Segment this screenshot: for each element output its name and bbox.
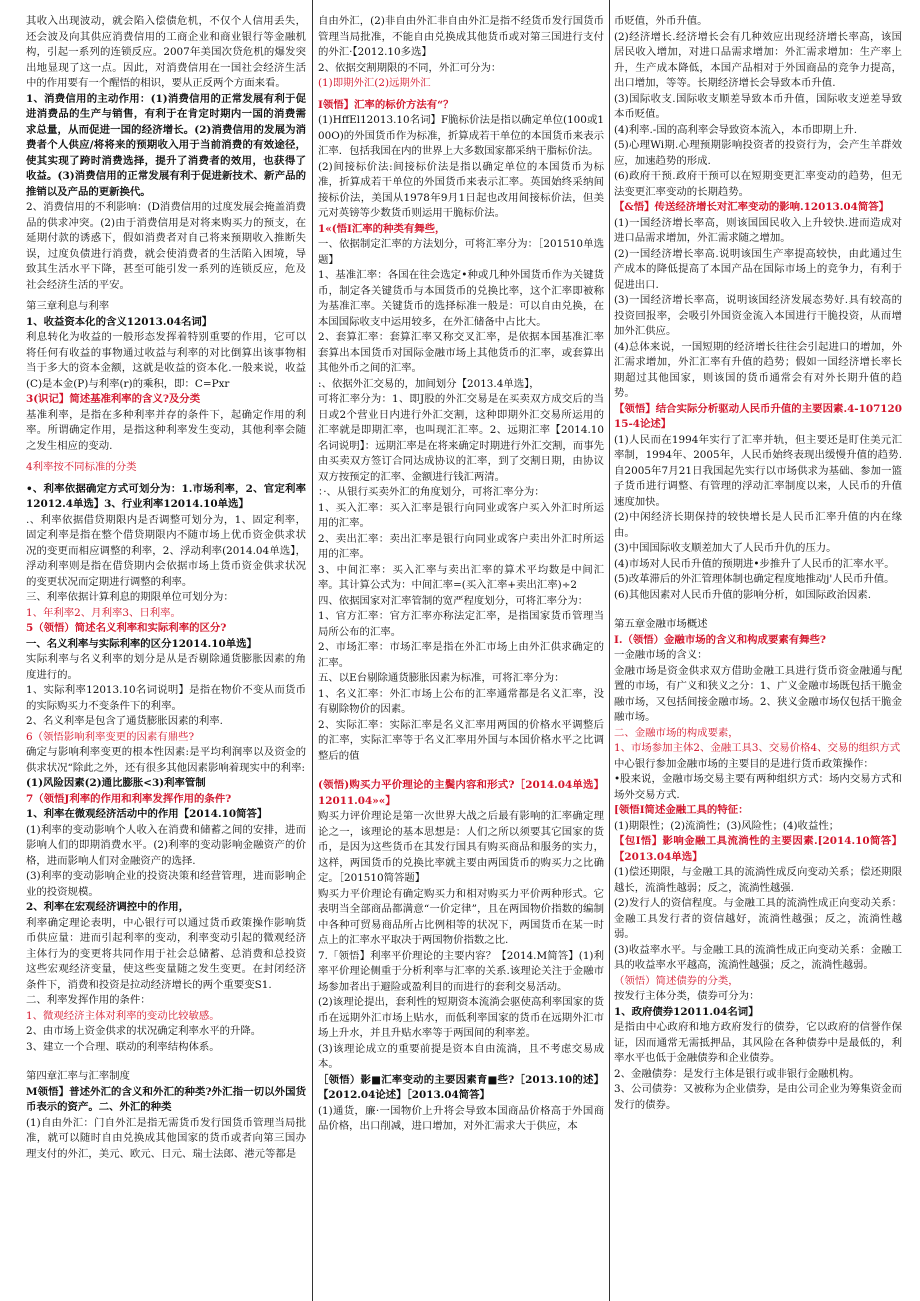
paragraph: (6)其他因素对人民币升值的影响分析，如国际政治因素.: [614, 588, 872, 601]
paragraph: 1、基准汇率：各国在往会选定•种或几种外国货币作为关键货币，制定各关键货币与本国货币的兑换比率，这个汇率即被称为基准汇率。关键货币的选择标准一般是：可以自由兑换，在本国国际收支中运用较多，在外汇储备中占比大。: [318, 269, 604, 328]
paragraph: 其收入出现波动，就会陷入偿债危机，不仅个人信用丢失，还会波及向其供应消费信用的工商企业和商业银行等金融机构，引起一系列的连锁反应。2007年美国次贷危机的爆发突出地显现了这一点。因此，对消费信用在一国社会经济生活中的作用要有一个醒悟的相识，要从正反两个方面来看。: [26, 15, 306, 89]
question-heading: 1«(悟I汇率的种类有舞些，: [318, 222, 446, 235]
paragraph: :、依据外汇交易的，加间划分【2013.4单选】，: [318, 377, 540, 390]
list-item: 1、市场参加主体2、金融工具3、交易价格4、交易的组织方式: [614, 742, 901, 754]
paragraph: (2)间接标价法:间接标价法是指以确定单位的本国货币为标准，折算成若干单位的外国货币来表示汇率。英国始终采纳间接标价法，美国从1978年9月1日起也改用间接标价法，但美元对英镑等少数货币则运用干脆标价法。: [318, 160, 604, 219]
paragraph: •股来说，金融市场交易主要有两种组织方式：场内交易方式和场外交易方式.: [614, 773, 902, 801]
paragraph: 2、消费信用的不利影响：(D消费信用的过度发展会掩盖消费品的供求冲突。(2)由于消费信用是对将来购买力的预支，在延期付款的诱惑下，假如消费者对自己将来预期收入推断失误，过度负债进行消费，就会使消费者的生活陷入困境，导致其生活水平下降，甚至可能引发一系列的连锁反应，危及社会经济生活的平安。: [26, 201, 306, 291]
paragraph: (1)通货，廉·一国物价上升将会导致本国商品价格高于外国商品价格，出口削减，进口增加，对外汇需求大于供应，本: [318, 1104, 604, 1132]
paragraph: 1、消费信用的主动作用：(1)消费信用的正常发展有利于促进消费品的生产与销售，有利于在肯定时期内一国的消费需求总量，从而促进一国的经济增长。(2)消费信用的发展为消费者个人供应/将将来的预期收入用于当前消费的有效途径，使其实现了跨时消费选择，提升了消费者的效用，也获得了收益。(3)消费信用的正常发展有利于促进新技术、新产品的推销以及产品的更新换代。: [26, 92, 306, 198]
paragraph: 2、实际汇率：实际汇率是名义汇率用两国的价格水平调整后的汇率，实际汇率等于名义汇率用外国与本国价格水平之比调整后的值: [318, 718, 604, 762]
paragraph: (3)国际收支.国际收支顺差导致本币升值，国际收支逆差导致本币贬值。: [614, 92, 902, 120]
paragraph: 1、买入汇率：买入汇率是银行向同业或客户买入外汇时所运用的汇率。: [318, 501, 604, 529]
list-item: 3、建立一个合理、联动的利率结构体系。: [26, 1040, 220, 1053]
paragraph: (4)总体来说，一国短期的经济增长往往会引起进口的增加，外汇需求增加，外汇汇率有升值的趋势；假如一国经济增长率长期超过其他国家，则该国的货币通常会有对外长期升值的趋势。: [614, 340, 902, 399]
paragraph: (3)该理论成立的重要前提是资本自由流淌，且不考虑交易成本。: [318, 1042, 604, 1070]
paragraph: 2、套算汇率：套算汇率又称交叉汇率，是依据本国基准汇率套算出本国货币对国际金融市场上其他货币的汇率，或套算出其他外币之间的汇率。: [318, 331, 604, 374]
paragraph: 可将汇率分为：1、即J股的外汇交易是在买卖双方成交后的当日或2个营业日内进行外汇交割，这种即期外汇交易所运用的汇率就是即期汇率，也叫现汇汇率。2、远期汇率【2014.10名词说明】：远期汇率是在将来确定时期进行外汇交割，而事先由买卖双方签订合同达成协议的汇率，到了交割日期，由协议双方按预定的汇率、金额进行钱汇两清。: [318, 393, 604, 483]
question-heading: 5（领悟）简述名义利率和实际利率的区分?: [26, 622, 227, 634]
paragraph: (2)中闲经济长期保持的较快增长是人民币汇率升值的内在缘由。: [614, 511, 902, 539]
paragraph: 实际利率与名义利率的划分是从是否剔除通货膨胀因素的角度进行的。: [26, 653, 306, 681]
chapter-heading: 第四章汇率与汇率制度: [26, 1070, 130, 1082]
list-item: (1)期限性；(2)流淌性；(3)风险性；(4)收益性；: [614, 819, 840, 832]
paragraph: (2)经济增长.经济增长会有几种效应出现经济增长率高，该国居民收入增加，对进口品需求增加：外汇需求增加：生产率上升，生产成本降低，本国产品相对于外国商品的竞争力提高，出口增加，等等。长期经济增长会导致本币升值.: [614, 30, 902, 89]
paragraph: 四、依据国家对汇率管制的宽严程度划分，可将汇率分为：: [318, 594, 589, 607]
section-heading: 1、利率在微观经济活动中的作用【2014.10简答】: [26, 808, 268, 820]
paragraph: (1)HffEl12013.10名词】F脆标价法是指以确定单位(100或100O)的外国货币作为标准，折算成若干单位的本国货币来表示汇率．包括我国在内的世界上大多数国家都采纳干脂标价法。: [318, 114, 604, 157]
section-heading: 二、金融市场的构成要素，: [614, 726, 739, 739]
paragraph: 购买力平价理论有确定购买力和相对购买力平价两种形式。它表明当全部商品都满意“一价定律”，且在两国物价指数的编制中各种可贸易商品所占比例相等的状况下，两国货币在某一时点上的汇率水平取决于两国物价指数之比.: [318, 887, 604, 946]
paragraph: 五、以E台剔除通货膨胀因素为标准，可将汇率分为：: [318, 672, 565, 684]
paragraph: (3)利率的变动影响企业的投资决策和经营管理，进而影响企业的投资规模。: [26, 870, 306, 898]
question-heading: ［领悟）影■汇率变动的主要因素育■些?［2013.10的述】【2012.04论述】［2013.04简答】: [318, 1073, 604, 1101]
paragraph: 2、依据交割期限的不同，外汇可分为：: [318, 61, 502, 74]
paragraph: 1、实际利率12013.10名词说明】是指在物价不变从而货币的实际购买力不变条件下的利率。: [26, 684, 306, 712]
list-item: 1、微观经济主体对利率的变动比较敏感。: [26, 1009, 220, 1022]
section-heading: 一、名义利率与实际利率的区分12014.10单选】: [26, 637, 257, 650]
chapter-heading: 第五章金融市场概述: [614, 618, 708, 630]
paragraph: (3)中国国际收支顺差加大了人民币升仇的压力。: [614, 542, 837, 554]
paragraph: 2、卖出汇率：卖出汇率是银行向同业或客户卖出外汇时所运用的汇率。: [318, 532, 604, 560]
question-heading: 【领悟】结合实际分析驱动人民币升值的主要因素.4-10712015-4论述】: [614, 402, 902, 430]
paragraph: (3)收益率水平。与金融工具的流淌性成正向变动关系：金融工具的收益率水平越高，流淌性越强；反之，流淌性越弱。: [614, 943, 902, 971]
paragraph: (6)政府干预.政府干预可以在短期变更汇率变动的趋势，但无法变更汇率变动的长期趋势。: [614, 170, 902, 198]
paragraph: 是指由中心政府和地方政府发行的债券，它以政府的信誉作保证，因而通常无需抵押品，其风险在各种债券中是最低的，利率水平也低于金融债券和企业债券。: [614, 1021, 902, 1064]
paragraph: 利息转化为收益的一般形态发挥着特别重要的作用，它可以将任何有收益的事物通过收益与利率的对比倒算出该事物相当于多大的资本金额，这就是收益的资本化.一般来说，收益(C)是本金(P)与利率(r)的乘积，即：C=Pxr: [26, 331, 306, 390]
question-heading: 4利率按不同标准的分类: [26, 461, 137, 473]
paragraph: (2)发行人的资信程度。与金融工具的流淌性成正向变动关系：金融工具发行者的资信越好，流淌性越强；反之，流淌性越弱。: [614, 897, 902, 940]
paragraph: .、利率依据借贷期限内是否调整可划分为，1、固定利率，固定利率是指在整个借贷期限内不随市场上优币资金供求状况的变更而相应调整的利率，2、浮动利率(2014.04单选】，浮动利率则是指在借贷期内会依据市场上货币资金供求状况的变更状况而定期进行调整的利率。: [26, 513, 306, 588]
section-heading: 1、收益资本化的含义12013.04名词】: [26, 315, 213, 328]
paragraph: (2)一国经济增长率高.说明该国生产率提高较快，由此通过生产成本的降低提高了本国产品在国际市场上的竞争力，有利于促进出口.: [614, 247, 902, 291]
section-heading: 2、利率在宏观经济调控中的作用，: [26, 901, 190, 913]
column-3: [614, 14, 902, 1113]
paragraph: (1)人民而在1994年实行了汇率并轨，但主要还是盯住美元汇率制，1994年、2005年，人民币始终表现出缓慢升值的趋势.自2005年7月21日我国起先实行以市场供求为基础、参加一篮子货币进行调整、有管理的浮动汇率制度以来，人民币的升值速度加快。: [614, 433, 902, 508]
paragraph: 币贬值，外币升值。: [614, 15, 708, 27]
paragraph: 1、官方汇率：官方汇率亦称法定汇率，是指国家货币管理当局所公布的汇率。: [318, 610, 604, 638]
paragraph: 利率确定理论表明，中心银行可以通过货币政策操作影响货币供应量：进而引起利率的变动，利率变动引起的微观经济主体行为的变更将共同作用于社会总储蓄、总消费和总投资这些宏观经济变量，使这些变量随之发生变更。在封闭经济条件下，消费和投资是拉动经济增长的两个重要变S1.: [26, 916, 306, 991]
question-heading: 【包I悟】影响金融工具流淌性的主要因素.[2014.10简答】【2013.04单选】: [614, 835, 902, 863]
question-heading: 【&悟】传送经济增长对汇率变动的影响.12013.04简答】: [614, 201, 890, 213]
paragraph: 3、中间汇率：买入汇率与卖出汇率的算术平均数是中间汇率。其计算公式为：中间汇率=(买入汇率+卖出汇率)÷2: [318, 563, 604, 591]
paragraph: 三、利率依据计算利息的期限单位可划分为：: [26, 591, 234, 603]
paragraph: 中心银行参加金融市场的主要目的是进行货币政策操作：: [614, 757, 874, 770]
paragraph: 1、年利率2、月利率3、日利率。: [26, 606, 181, 619]
question-heading: 7.「领悟】利率平价理论的主要内容？【2014.M简答】(1)利率平价理论侧重于分析利率与汇率的关系.该理论关注于金融市场参加者出于避险或盈利目的而进行的套利交易活动。: [318, 949, 604, 993]
question-heading: I.（领悟）金融市场的含义和构成要素有舞些?: [614, 633, 826, 646]
paragraph: (1)即期外汇(2)远期外汇: [318, 77, 431, 89]
paragraph: 按发行主体分类，债券可分为：: [614, 990, 760, 1002]
paragraph: (2)该理论提出，套利性的短期资本流淌会驱使高利率国家的货币在远期外汇市场上贴水，而低利率国家的货币在远期外汇市场上升水，并且升贴水率等于两国间的利率差。: [318, 996, 604, 1039]
paragraph: 自由外汇，(2)非自由外汇非自由外汇是指不经货币发行国货币管理当局批准，不能自由兑换成其他货币或对第三国进行支付的外汇·【2012.10多选】: [318, 15, 604, 58]
paragraph: 基准利率，是指在多种利率并存的条件下，起确定作用的利率。所谓确定作用，是指这种利率发生变动，其他利率会随之发生相应的变动.: [26, 408, 306, 452]
paragraph: (1)利率的变动影响个人收入在消费和储蓄之间的安排，进而影响人们的即期消费水平。(2)利率的变动影响金融资产的价格，进而影响人们对金融资产的选择.: [26, 823, 306, 867]
paragraph: (1)自由外汇：门自外汇是指无需货币发行国货币管理当局批准，就可以随时自由兑换成其他国家的货币或者向第三国办理支付的外汇，美元、欧元、日元、瑞士法郎、港元等都是: [26, 1116, 306, 1160]
paragraph: 2、名义利率是包含了通货膨胀因素的利率.: [26, 715, 223, 727]
question-heading: M领悟】普述外汇的含义和外汇的种类?外汇指一切以外国货币表示的资产。二、外汇的种类: [26, 1085, 306, 1113]
paragraph: (5)改革滞后的外汇管理体制也确定程度地推动j'人民币升值。: [614, 573, 895, 585]
question-heading: I领悟】汇率的标价方法有“？: [318, 98, 454, 111]
column-divider-1: [312, 0, 313, 1301]
question-heading: 3(识记】简述基准利率的含义?及分类: [26, 393, 201, 405]
paragraph: 一金融市场的含义：: [614, 649, 708, 661]
paragraph: (1)偿还期限，与金融工具的流淌性成反向变动关系；偿还期限越长，流淌性越弱；反之，流淌性越强.: [614, 866, 902, 894]
paragraph: (1)风险因素(2)通比膨胀<3)利率管制: [26, 777, 206, 789]
list-item: 2、由市场上资金供求的状况确定利率水平的升降。: [26, 1025, 262, 1037]
question-heading: [领悟I简述金融工具的特征：: [614, 804, 749, 816]
section-heading: 二、利率发挥作用的条件：: [26, 994, 151, 1006]
paragraph: (3)一国经济增长率高，说明该国经济发展态势好.具有较高的投资回报率，会吸引外国资金流入本国进行干脆投资，从而增加外汇供应。: [614, 294, 902, 337]
paragraph: (5)心理Wi期.心理预期影响投资者的投资行为，会产生羊群效应，加速趋势的形成.: [614, 139, 902, 167]
paragraph: ：·、从银行买卖外汇的角度划分，可将汇率分为：: [318, 486, 545, 498]
paragraph: 1、名义汇率：外汇市场上公布的汇率通常都是名义汇率，没有剔除物价的因素。: [318, 687, 604, 715]
paragraph: (4)市场对人民币升值的预期进•步推升了人民币的汇率水平。: [614, 557, 895, 570]
question-heading: 7（领悟J利率的作用和利率发挥作用的条件?: [26, 792, 232, 805]
section-heading: 1、政府债券12011.04名词】: [614, 1005, 759, 1018]
paragraph: 2、市场汇率：市场汇率是指在外汇市场上由外汇供求确定的汇率。: [318, 641, 604, 669]
column-1: [26, 14, 306, 1162]
paragraph: 购买力评价理论是第一次世界大战之后最有影响的汇率确定理论之一，该理论的基本思想是：人们之所以须要其它国家的货币，是因为这些货币在其发行国具有购买商品和服务的实力，这样，两国货币的兑换比率就主要由两国货币的购买力之比确定。［201510简答题】: [318, 810, 604, 884]
chapter-heading: 第三章利息与利率: [26, 300, 110, 312]
question-heading: (领悟)购买力平价理论的主鬓内容和形式?［2014.04单选】12011.04»«】: [318, 779, 604, 807]
paragraph: 2、金融债券：是发行主体是银行或非银行金融机构。: [614, 1067, 860, 1080]
column-2: [318, 14, 604, 1135]
paragraph: 确定与影响利率变更的根本性因素:是平均利润率以及资金的供求状况“除此之外，还有很多其他因素影响着现实中的利率:: [26, 746, 306, 774]
paragraph: •、利率依据确定方式可划分为：1.市场利率，2、官定利率12012.4单选】3、行业利率12014.10单选】: [26, 482, 306, 510]
question-heading: （领悟）简述债券的分类，: [614, 974, 739, 987]
column-divider-2: [609, 0, 610, 1301]
paragraph: (1)一国经济增长率高，则该国国民收入上升较快.进而造成对进口品需求增加，外汇需求随之增加。: [614, 216, 902, 244]
paragraph: 金融市场是资金供求双方借助金融工具进行货币资金融通与配置的市场，有广义和狭义之分：1、广义金融市场既包括干脆金融市场，又包括间接金融市场。2、狭义金融市场仅包括干脆金融市场。: [614, 664, 902, 723]
paragraph: (4)利率.-国的高利率会导致资本流入，本币即期上升.: [614, 123, 858, 136]
question-heading: 6（领悟影响利率变更的因素有鼎些?: [26, 730, 195, 743]
paragraph: 一、依据制定汇率的方法划分，可将汇率分为：［201510单选题】: [318, 238, 604, 266]
paragraph: 3、公司债券：又被称为企业债券，是由公司企业为筹集资金而发行的债券。: [614, 1083, 902, 1111]
